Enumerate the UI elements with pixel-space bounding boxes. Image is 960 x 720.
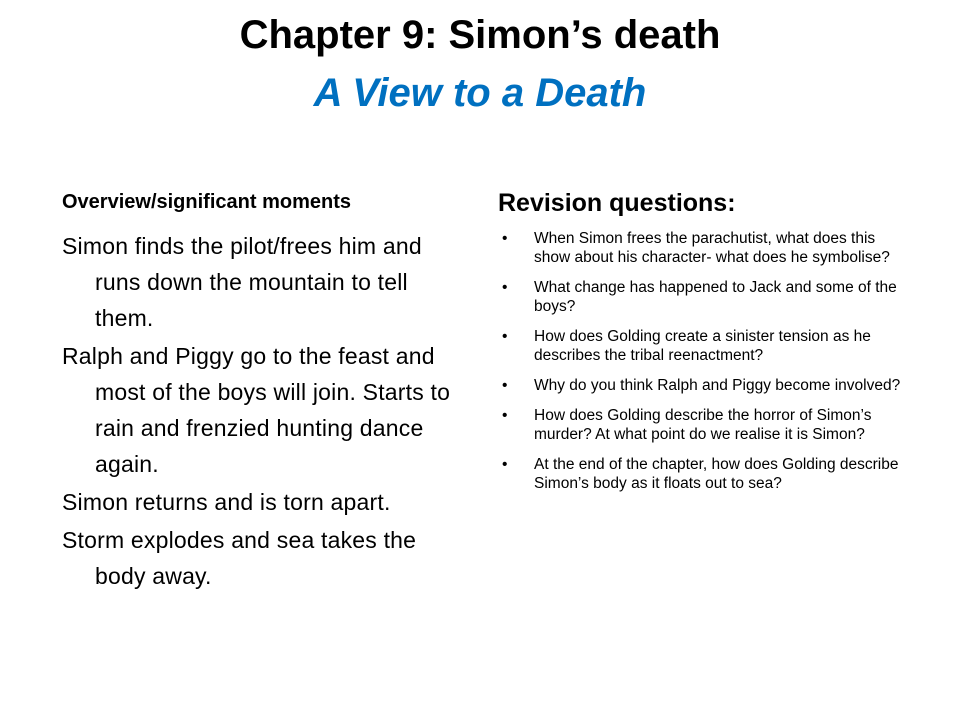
question-item: [498, 376, 908, 395]
bullet-icon: •: [502, 456, 508, 473]
overview-paragraph: Simon finds the pilot/frees him and runs down the mountain to tell them.: [62, 233, 422, 331]
bullet-icon: •: [502, 407, 508, 424]
question-text: Why do you think Ralph and Piggy become involved?: [534, 377, 901, 394]
revision-heading: Revision questions:: [498, 189, 736, 217]
question-text: At the end of the chapter, how does Golding describe Simon’s body as it floats out to sea?: [534, 456, 899, 492]
question-text: How does Golding describe the horror of Simon’s murder? At what point do we realise it is Simon?: [534, 407, 872, 443]
overview-paragraph: Storm explodes and sea takes the body away.: [62, 527, 417, 589]
revision-column: [498, 187, 908, 504]
bullet-icon: •: [502, 328, 508, 345]
question-list: [498, 229, 908, 493]
overview-heading: Overview/significant moments: [62, 191, 351, 213]
question-item: [498, 455, 908, 493]
overview-column: [62, 188, 472, 596]
question-item: [498, 406, 908, 444]
question-item: [498, 278, 908, 316]
title-chapter: Chapter 9: Simon’s death: [239, 13, 721, 57]
slide-title: [0, 6, 960, 122]
bullet-icon: •: [502, 279, 508, 296]
question-text: What change has happened to Jack and some of the boys?: [534, 279, 897, 315]
bullet-icon: •: [502, 377, 508, 394]
question-text: When Simon frees the parachutist, what does this show about his character- what does he symbolise?: [534, 230, 890, 266]
question-text: How does Golding create a sinister tension as he describes the tribal reenactment?: [534, 328, 871, 364]
overview-paragraph: Ralph and Piggy go to the feast and most of the boys will join. Starts to rain and frenzied hunting dance again.: [62, 343, 451, 477]
question-item: [498, 229, 908, 267]
bullet-icon: •: [502, 230, 508, 247]
title-subtitle: A View to a Death: [313, 71, 647, 115]
question-item: [498, 327, 908, 365]
overview-paragraph: Simon returns and is torn apart.: [62, 489, 391, 515]
